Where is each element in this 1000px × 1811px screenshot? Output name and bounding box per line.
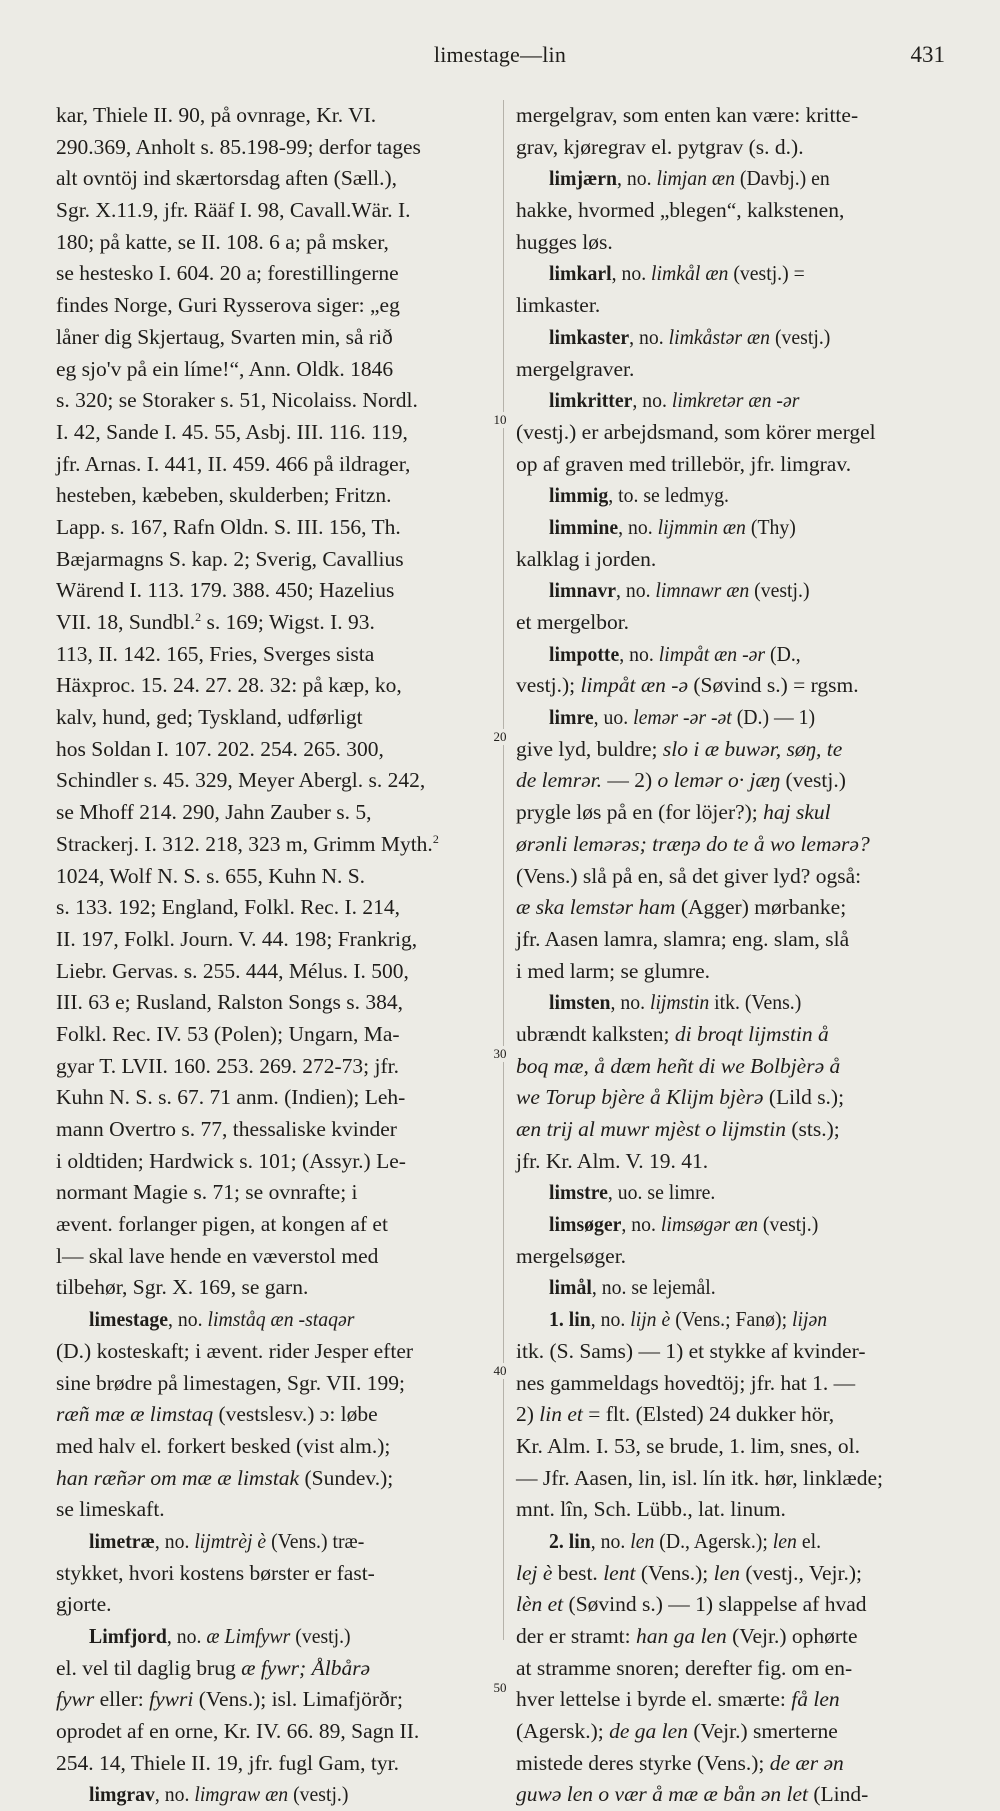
text-span: = flt. (Elsted) 24 dukker hör, [582,1402,835,1427]
dialect-form: lèn et [516,1592,564,1617]
text-span: (D., [765,641,801,666]
dialect-form: lin et [539,1402,583,1427]
text-line: gyar T. LVII. 160. 253. 269. 272-73; jfr. [56,1053,399,1078]
text-line: mergelgrav, som enten kan være: kritte- [516,103,859,127]
text-line: — Jfr. Aasen, lin, isl. lín itk. hør, linklæde; [516,1465,884,1490]
dialect-form: de lemrər. [516,768,602,793]
text-span: itk. (Vens.) [709,990,802,1015]
text-line: Schindler s. 45. 329, Meyer Abergl. s. 242, [56,768,426,793]
text-span: el. [796,1528,822,1553]
text-line: hakke, hvormed „blegen“, kalkstenen, [516,198,845,223]
dialect-form: ræñ mæ æ limstaq [56,1402,214,1427]
text-line: 113, II. 142. 165, Fries, Sverges sista [56,641,375,666]
dialect-form: fywr [56,1687,95,1712]
text-line: jfr. Aasen lamra, slamra; eng. slam, slå [516,926,850,951]
dialect-form: lej è [516,1560,553,1585]
page-number: 431 [910,42,945,67]
text-span: vestj.); [516,673,581,698]
text-span: (Søvind s.) = rgsm. [688,673,859,698]
text-span: , no. se lejemål. [591,1275,716,1300]
text-span: el. vel til daglig brug [56,1655,242,1680]
text-line: jfr. Kr. Alm. V. 19. 41. [516,1148,709,1173]
text-line: sine brødre på limestagen, Sgr. VII. 199; [56,1370,405,1395]
dialect-form: limgraw æn [194,1782,289,1807]
text-line: Liebr. Gervas. s. 255. 444, Mélus. I. 500, [56,958,409,983]
line-number: 30 [480,1046,520,1062]
text-span: (Vens.); isl. Limafjörðr; [193,1687,403,1712]
dialect-form: lemər -ər -ət [633,705,732,730]
text-line: hesteben, kæbeben, skulderben; Fritzn. [56,483,392,508]
text-span: prygle løs på en (for löjer?); [516,800,764,825]
text-line [516,1716,956,1748]
text-line: jfr. Arnas. I. 441, II. 459. 466 på ildrager, [56,451,411,476]
text-line: Folkl. Rec. IV. 53 (Polen); Ungarn, Ma- [56,1021,400,1046]
text-line: itk. (S. Sams) — 1) et stykke af kvinder- [516,1338,866,1363]
text-line [56,1463,496,1495]
text-line [516,1019,956,1051]
right-column [516,100,956,1811]
text-line: et mergelbor. [516,610,630,634]
dialect-form: guwə len o vær å mæ æ bån ən let [516,1782,809,1807]
line-number: 10 [480,412,520,428]
text-span: (Vens.; Fanø); [670,1307,792,1332]
dialect-form: slo i æ buwər, søŋ, te [662,736,843,761]
text-line: eg sjo'v på ein líme!“, Ann. Oldk. 1846 [56,356,394,381]
headword: 1. lin [549,1307,591,1332]
text-span: (Vens.) træ- [266,1528,365,1553]
text-line: med halv el. forkert besked (vist alm.); [56,1433,391,1458]
page-header [0,40,1000,76]
text-span: (Davbj.) en [734,166,830,191]
text-line: alt ovntöj ind skærtorsdag aften (Sæll.), [56,166,397,191]
headword: limetræ [89,1528,155,1553]
text-line: Kuhn N. S. s. 67. 71 anm. (Indien); Leh- [56,1085,406,1110]
text-line: se hestesko I. 604. 20 a; forestillingerne [56,261,399,286]
text-span: (D.) — 1) [731,705,816,730]
part-of-speech: , no. [615,578,656,603]
text-line: II. 197, Folkl. Journ. V. 44. 198; Frankrig, [56,926,418,951]
text-line: oprodet af en orne, Kr. IV. 66. 89, Sagn II. [56,1719,420,1744]
entry-limal [516,1272,920,1304]
text-line [516,670,956,702]
entry-limnavr [516,575,920,607]
text-span: (vestj.) [290,1624,351,1648]
text-line: Sgr. X.11.9, jfr. Rääf I. 98, Cavall.Wär. I. [56,198,411,223]
text-line: Bæjarmagns S. kap. 2; Sverig, Cavallius [56,546,404,571]
text-line: findes Norge, Guri Rysserova siger: „eg [56,293,400,318]
dialect-form: o lemər o· jæŋ [657,768,781,793]
text-line: 254. 14, Thiele II. 19, jfr. fugl Gam, tyr. [56,1750,399,1775]
part-of-speech: , no. [166,1624,207,1648]
text-line [516,1589,956,1621]
text-line: s. 320; se Storaker s. 51, Nicolaiss. Nordl. [56,388,418,413]
text-span: (vestj.) = [728,261,805,286]
text-line [516,1779,956,1811]
dialect-form: len [630,1528,655,1553]
line-number: 40 [480,1363,520,1379]
dialect-form: lijən [791,1307,828,1332]
headword: limre [549,705,594,730]
text-line: tilbehør, Sgr. X. 169, se garn. [56,1275,309,1300]
text-line: Häxproc. 15. 24. 27. 28. 32: på kæp, ko, [56,673,402,698]
text-span: (Thy) [745,514,796,539]
dialect-form: fywri [149,1687,194,1712]
part-of-speech: , no. [610,990,650,1015]
dialect-form: han ga len [636,1624,727,1648]
text-line: ævent. forlanger pigen, at kongen af et [56,1212,388,1237]
text-span: (Vejr.) smerterne [687,1719,838,1744]
text-line [516,734,956,766]
text-line: mnt. lîn, Sch. Lübb., lat. linum. [516,1497,786,1522]
text-line [56,1684,496,1716]
text-span: (Vens.); [635,1560,714,1585]
text-span: 2) [516,1402,540,1427]
entry-limmig [516,480,920,512]
dialect-form: di broqt lijmstin å [674,1021,829,1046]
left-column [56,100,496,1811]
text-line: Wärend I. 113. 179. 388. 450; Hazelius [56,578,395,603]
entry-limgrav [56,1779,460,1811]
text-span: hver lettelse i byrde el. smærte: [516,1687,792,1712]
dialect-form: lijmmin æn [657,514,746,539]
text-line: kar, Thiele II. 90, på ovnrage, Kr. VI. [56,103,377,127]
entry-limestage [56,1304,460,1336]
entry-limkarl [516,258,920,290]
part-of-speech: , no. [167,1307,208,1332]
text-span: (Søvind s.) — 1) slappelse af hvad [563,1592,867,1617]
text-line [516,1082,956,1114]
text-line: se limeskaft. [56,1497,165,1522]
text-line: normant Magie s. 71; se ovnrafte; i [56,1180,358,1205]
text-line: se Mhoff 214. 290, Jahn Zauber s. 5, [56,800,372,825]
text-span: (vestj.) [749,578,810,603]
dialect-form: limnawr æn [655,578,750,603]
part-of-speech: , no. [611,261,652,286]
headword: limkritter [549,388,633,413]
text-span: , uo. se limre. [607,1180,716,1205]
entry-limmine [516,512,920,544]
text-line [516,1621,956,1653]
text-line [516,1558,956,1590]
text-line: Lapp. s. 167, Rafn Oldn. S. III. 156, Th. [56,514,401,539]
part-of-speech: , no. [618,514,658,539]
dialect-form: få len [791,1687,840,1712]
entry-lin-2 [516,1526,920,1558]
running-head: limestage—lin [433,42,567,67]
text-span: (vestj., Vejr.); [739,1560,862,1585]
headword: limestage [89,1307,168,1332]
text-span: mistede deres styrke (Vens.); [516,1750,770,1775]
text-span: (vestslesv.) ɔ: løbe [213,1402,378,1427]
text-line: kalv, hund, ged; Tyskland, udførligt [56,705,363,730]
part-of-speech: , no. [617,166,657,191]
dialect-form: de ær ən [769,1750,844,1775]
text-span: s. 169; Wigst. I. 93. [201,610,375,634]
entry-limsten [516,987,920,1019]
dialect-form: haj skul [763,800,831,825]
text-span: (Agersk.); [516,1719,610,1744]
text-line: at stramme snoren; derefter fig. om en- [516,1655,853,1680]
entry-limstre [516,1177,920,1209]
dialect-form: limjan æn [656,166,735,191]
headword: limgrav [89,1782,155,1807]
text-span: give lyd, buldre; [516,736,663,761]
line-number: 50 [480,1680,520,1696]
text-line: nes gammeldags hovedtöj; jfr. hat 1. — [516,1370,856,1395]
headword: limnavr [549,578,616,603]
dialect-form: len [713,1560,740,1585]
text-line: hugges løs. [516,229,613,254]
dialect-form: de ga len [609,1719,688,1744]
text-line: mergelsøger. [516,1243,627,1268]
text-line: 180; på katte, se II. 108. 6 a; på msker, [56,229,389,254]
line-number: 20 [480,729,520,745]
entry-limfjord [56,1621,460,1653]
headword: limmine [549,514,619,539]
text-line: mergelgraver. [516,356,635,381]
text-line: 1024, Wolf N. S. s. 655, Kuhn N. S. [56,863,366,888]
dialect-form: we Torup bjère å Klijm bjèrə [516,1085,764,1110]
text-span: ubrændt kalksten; [516,1021,675,1046]
headword: limmig [549,483,609,508]
text-line: III. 63 e; Rusland, Ralston Songs s. 384, [56,990,403,1015]
dialect-form: limkåstər æn [668,324,771,349]
part-of-speech: , no. [629,324,669,349]
text-line: låner dig Skjertaug, Svarten min, så rið [56,324,393,349]
text-line: hos Soldan I. 107. 202. 254. 265. 300, [56,736,384,761]
text-span: , to. se ledmyg. [608,483,729,508]
entry-limkritter [516,385,920,417]
headword: limkaster [549,324,630,349]
superscript: 2 [432,831,439,846]
entry-lin-1 [516,1304,920,1336]
superscript: 2 [195,609,202,624]
dialect-form: lijmtrèj è [194,1528,267,1553]
headword: limkarl [549,261,612,286]
text-span: der er stramt: [516,1624,636,1648]
text-line: 290.369, Anholt s. 85.198-99; derfor tages [56,134,421,159]
text-line [516,1684,956,1716]
text-span: (Lind- [808,1782,869,1807]
entry-limsoger [516,1209,920,1241]
text-line: mann Overtro s. 77, thessaliske kvinder [56,1117,397,1141]
dialect-form: lent [603,1560,636,1585]
headword: limpotte [549,641,620,666]
part-of-speech: , no. [632,388,672,413]
text-span: (Vejr.) ophørte [726,1624,858,1648]
text-line [516,1748,956,1780]
text-span: (D., Agersk.); [654,1528,773,1553]
text-line [56,607,496,639]
text-line [516,1399,956,1431]
text-span: VII. 18, Sundbl. [56,610,196,634]
text-span: (vestj.) [757,1212,819,1237]
headword: limjærn [549,166,618,191]
text-line: kalklag i jorden. [516,546,657,571]
text-span: (vestj.) [780,768,846,793]
dialect-form: limpåt æn -ə [580,673,688,698]
headword: limål [549,1275,592,1300]
dialect-form: limpåt æn -ər [658,641,766,666]
text-span: — 2) [601,768,658,793]
part-of-speech: , uo. [593,705,634,730]
text-line: ørənli lemərəs; træŋə do te å wo lemərə? [516,831,870,856]
headword: 2. lin [549,1528,591,1553]
text-line: (D.) kosteskaft; i ævent. rider Jesper efter [56,1338,414,1363]
text-line [56,1653,496,1685]
text-line: stykket, hvori kostens børster er fast- [56,1560,375,1585]
dialect-form: limsøgər æn [660,1212,758,1237]
entry-limetrae [56,1526,460,1558]
dialect-form: limkretər æn -ər [671,388,800,413]
text-line [516,797,956,829]
text-line [516,765,956,797]
text-line [516,892,956,924]
part-of-speech: , no. [619,641,659,666]
text-line: grav, kjøregrav el. pytgrav (s. d.). [516,134,804,159]
text-line: gjorte. [56,1592,112,1617]
entry-limjaern [516,163,920,195]
text-span: Strackerj. I. 312. 218, 323 m, Grimm Myth. [56,831,433,856]
text-line: s. 133. 192; England, Folkl. Rec. I. 214, [56,895,400,920]
dialect-form: han ræñər om mæ æ limstak [56,1465,300,1490]
part-of-speech: , no. [590,1307,631,1332]
part-of-speech: , no. [621,1212,661,1237]
headword: limsten [549,990,611,1015]
text-line [56,829,496,861]
text-line: i med larm; se glumre. [516,958,711,983]
part-of-speech: , no. [590,1528,631,1553]
text-span: eller: [94,1687,150,1712]
text-line [56,1399,496,1431]
part-of-speech: , no. [154,1528,195,1553]
part-of-speech: , no. [154,1782,195,1807]
entry-limpotte [516,639,920,671]
text-line [516,1114,956,1146]
text-span: (Sundev.); [299,1465,394,1490]
headword: Limfjord [89,1624,167,1648]
text-span: (vestj.) [770,324,831,349]
text-line: boq mæ, å dæm heñt di we Bolbjèrə å [516,1053,841,1078]
text-span: (sts.); [785,1117,840,1141]
dialect-form: æ ska lemstər ham [516,895,676,920]
dialect-form: lijmstin [649,990,710,1015]
entry-limkaster [516,322,920,354]
dialect-form: æn trij al muwr mjèst o lijmstin [516,1117,786,1141]
headword: limsøger [549,1212,622,1237]
text-line: (Vens.) slå på en, så det giver lyd? også: [516,863,862,888]
text-span: (vestj.) [288,1782,349,1807]
headword: limstre [549,1180,608,1205]
text-line: l— skal lave hende en væverstol med [56,1243,379,1268]
dialect-form: limkål æn [651,261,729,286]
text-line: I. 42, Sande I. 45. 55, Asbj. III. 116. 119, [56,419,408,444]
dialect-form: æ Limfywr [206,1624,291,1648]
dialect-form: æ fywr; Ålbårə [241,1655,371,1680]
text-span: (Lild s.); [763,1085,845,1110]
entry-limre [516,702,920,734]
dialect-form: len [772,1528,797,1553]
text-span: (Agger) mørbanke; [675,895,847,920]
text-line: limkaster. [516,293,601,318]
text-line: i oldtiden; Hardwick s. 101; (Assyr.) Le- [56,1148,406,1173]
text-line: (vestj.) er arbejdsmand, som körer mergel [516,419,876,444]
text-span: best. [552,1560,604,1585]
text-line: Kr. Alm. I. 53, se brude, 1. lim, snes, ol. [516,1433,860,1458]
dialect-form: limståq æn -staqər [207,1307,355,1332]
dialect-form: lijn è [630,1307,671,1332]
text-line: op af graven med trillebör, jfr. limgrav. [516,451,852,476]
